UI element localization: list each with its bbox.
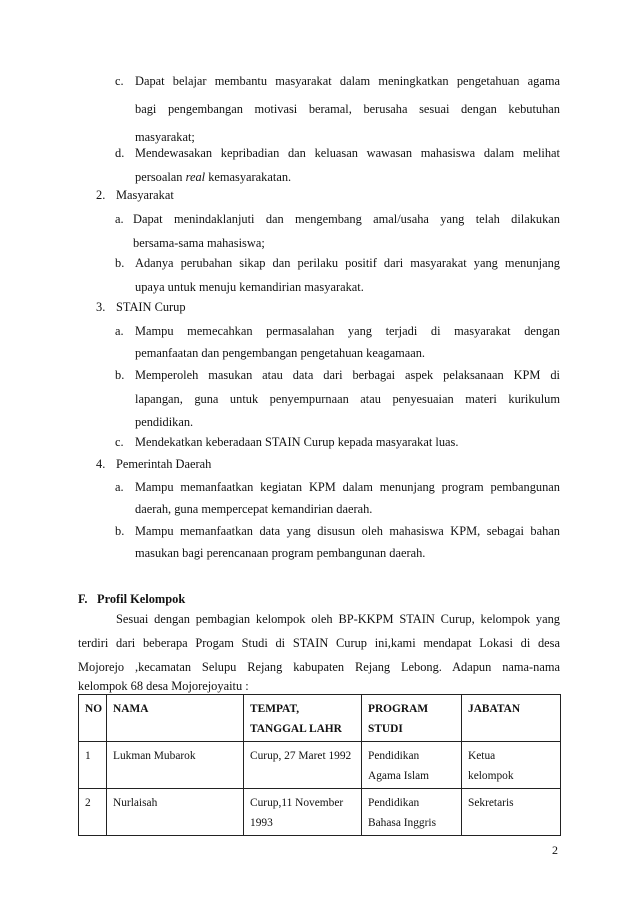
pemda-a-line2: daerah, guna mempercepat kemandirian daerah. bbox=[135, 502, 373, 516]
table-row bbox=[79, 789, 561, 836]
cell-prodi-line2: Agama Islam bbox=[368, 770, 430, 782]
cell-ttl-line2: 1993 bbox=[250, 817, 273, 829]
pemda-a-marker: a. bbox=[115, 480, 124, 494]
cell-nama: Nurlaisah bbox=[107, 789, 244, 836]
stain-b-marker: b. bbox=[115, 368, 125, 382]
header-jabatan: JABATAN bbox=[462, 695, 561, 742]
profil-para-line1: Sesuai dengan pembagian kelompok oleh BP-KKPM STAIN Curup, kelompok yang bbox=[116, 612, 560, 626]
stain-a-marker: a. bbox=[115, 324, 124, 338]
header-ttl bbox=[244, 695, 362, 742]
profil-para-line4: kelompok 68 desa Mojorejoyaitu : bbox=[78, 679, 249, 693]
stain-b-line3: pendidikan. bbox=[135, 415, 194, 429]
header-ttl-line2: TANGGAL LAHR bbox=[250, 723, 342, 735]
pemda-a-line1: Mampu memanfaatkan kegiatan KPM dalam menunjang program pembangunan bbox=[135, 480, 560, 494]
profil-table bbox=[78, 694, 561, 836]
table-header-row bbox=[79, 695, 561, 742]
table-row bbox=[79, 742, 561, 789]
cell-ttl bbox=[244, 789, 362, 836]
cell-jabatan bbox=[462, 789, 561, 836]
item-c-line1: Dapat belajar membantu masyarakat dalam meningkatkan pengetahuan agama bbox=[135, 74, 560, 88]
cell-prodi bbox=[362, 789, 462, 836]
masyarakat-a-line2: bersama-sama mahasiswa; bbox=[133, 236, 265, 250]
item-c-line2: bagi pengembangan motivasi beramal, berusaha sesuai dengan kebutuhan bbox=[135, 102, 560, 116]
item-d-line2-italic: real bbox=[185, 170, 206, 184]
masyarakat-b-line2: upaya untuk menuju kemandirian masyarakat. bbox=[135, 280, 364, 294]
stain-b-line2: lapangan, guna untuk penyempurnaan atau penyesuaian materi kurikulum bbox=[135, 392, 560, 406]
cell-jabatan-line2: kelompok bbox=[468, 770, 514, 782]
header-prodi bbox=[362, 695, 462, 742]
section-f-marker: F. bbox=[78, 592, 88, 606]
item-d-line1: Mendewasakan kepribadian dan keluasan wawasan mahasiswa dalam melihat bbox=[135, 146, 560, 160]
cell-prodi-line1: Pendidikan bbox=[368, 750, 420, 762]
masyarakat-heading: Masyarakat bbox=[116, 188, 174, 202]
header-nama: NAMA bbox=[107, 695, 244, 742]
pemda-b-marker: b. bbox=[115, 524, 125, 538]
cell-prodi-line2: Bahasa Inggris bbox=[368, 817, 437, 829]
stain-a-line1: Mampu memecahkan permasalahan yang terjadi di masyarakat dengan bbox=[135, 324, 560, 338]
profil-para-line2: terdiri dari beberapa Progam Studi di STAIN Curup ini,kami mendapat Lokasi di desa bbox=[78, 636, 560, 650]
cell-no: 2 bbox=[79, 789, 107, 836]
item-c-marker: c. bbox=[115, 74, 124, 88]
header-no: NO bbox=[79, 695, 107, 742]
masyarakat-marker: 2. bbox=[96, 188, 106, 202]
profil-para-line3: Mojorejo ,kecamatan Selupu Rejang kabupaten Rejang Lebong. Adapun nama-nama bbox=[78, 660, 560, 674]
section-f-title: Profil Kelompok bbox=[97, 592, 186, 606]
masyarakat-b-marker: b. bbox=[115, 256, 125, 270]
item-d-line2-pre: persoalan bbox=[135, 170, 183, 184]
cell-jabatan-line1: Sekretaris bbox=[468, 797, 514, 809]
item-d-line2-post: kemasyarakatan. bbox=[208, 170, 292, 184]
pemda-marker: 4. bbox=[96, 457, 106, 471]
header-prodi-line1: PROGRAM bbox=[368, 703, 429, 715]
pemda-b-line2: masukan bagi perencanaan program pembangunan daerah. bbox=[135, 546, 426, 560]
masyarakat-a-line1: Dapat menindaklanjuti dan mengembang amal/usaha yang telah dilakukan bbox=[133, 212, 560, 226]
cell-jabatan bbox=[462, 742, 561, 789]
header-prodi-line2: STUDI bbox=[368, 723, 403, 735]
header-ttl-line1: TEMPAT, bbox=[250, 703, 300, 715]
cell-ttl bbox=[244, 742, 362, 789]
masyarakat-b-line1: Adanya perubahan sikap dan perilaku positif dari masyarakat yang menunjang bbox=[135, 256, 560, 270]
cell-prodi-line1: Pendidikan bbox=[368, 797, 420, 809]
item-d-line2 bbox=[135, 169, 291, 185]
cell-prodi bbox=[362, 742, 462, 789]
stain-heading: STAIN Curup bbox=[116, 300, 186, 314]
page-number: 2 bbox=[552, 843, 558, 857]
masyarakat-a-marker: a. bbox=[115, 212, 124, 226]
cell-nama: Lukman Mubarok bbox=[107, 742, 244, 789]
cell-no: 1 bbox=[79, 742, 107, 789]
stain-b-line1: Memperoleh masukan atau data dari berbagai aspek pelaksanaan KPM di bbox=[135, 368, 560, 382]
cell-jabatan-line1: Ketua bbox=[468, 750, 496, 762]
pemda-b-line1: Mampu memanfaatkan data yang disusun oleh mahasiswa KPM, sebagai bahan bbox=[135, 524, 560, 538]
pemda-heading: Pemerintah Daerah bbox=[116, 457, 212, 471]
cell-ttl-line1: Curup, 27 Maret 1992 bbox=[250, 750, 352, 762]
item-d-marker: d. bbox=[115, 146, 125, 160]
item-c-line3: masyarakat; bbox=[135, 130, 195, 144]
cell-ttl-line1: Curup,11 November bbox=[250, 797, 344, 809]
stain-c-line1: Mendekatkan keberadaan STAIN Curup kepada masyarakat luas. bbox=[135, 435, 459, 449]
stain-marker: 3. bbox=[96, 300, 106, 314]
stain-c-marker: c. bbox=[115, 435, 124, 449]
stain-a-line2: pemanfaatan dan pengembangan pengetahuan keagamaan. bbox=[135, 346, 426, 360]
